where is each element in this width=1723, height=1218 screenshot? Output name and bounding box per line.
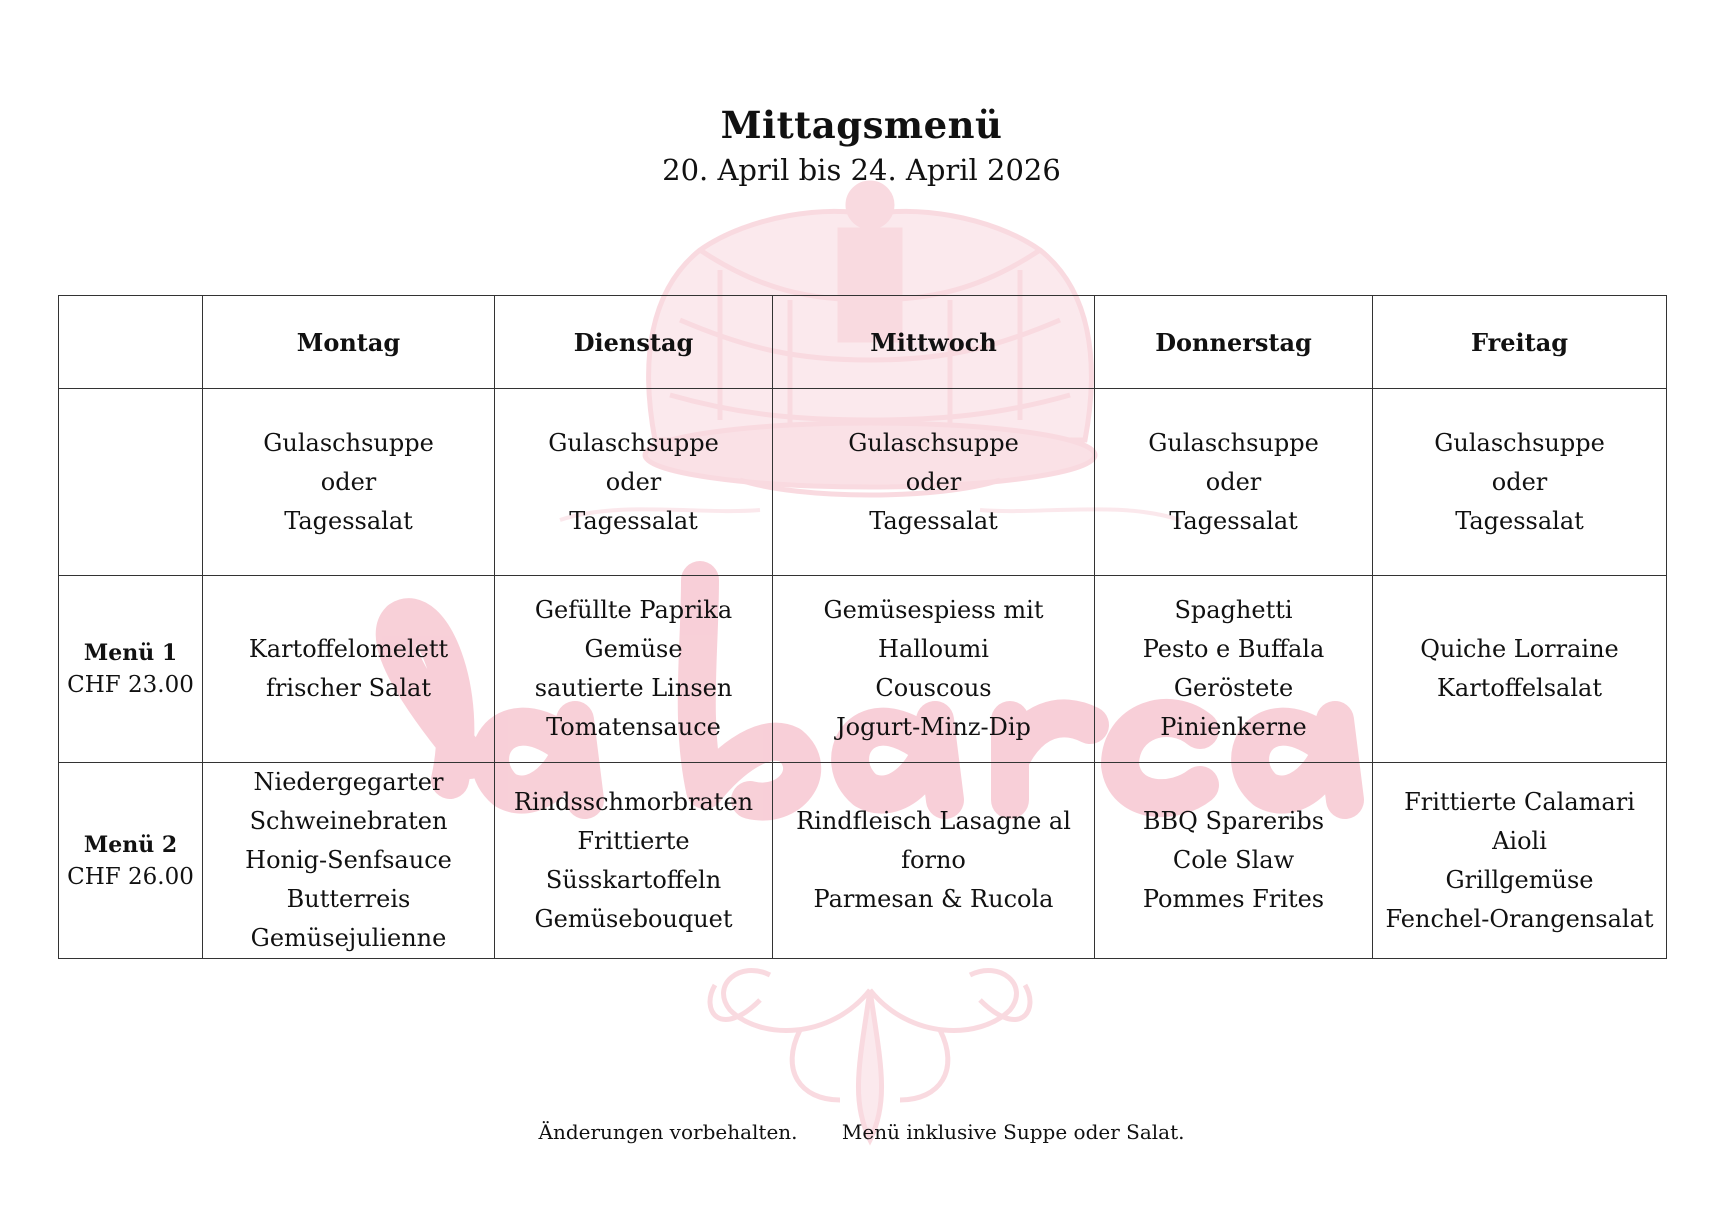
menu2-label-cell: [59, 763, 203, 959]
day-header-dienstag: Dienstag: [495, 296, 773, 389]
menu2-cell-montag: [203, 763, 495, 959]
dish-line: Gemüsebouquet: [534, 904, 733, 933]
menu2-name: Menü 2: [83, 831, 178, 858]
menu2-cell-mittwoch: [773, 763, 1095, 959]
dish-line: Parmesan & Rucola: [813, 885, 1054, 913]
dish-line: Tagessalat: [569, 506, 698, 535]
dish-line: BBQ Spareribs: [1142, 807, 1325, 835]
menu1-label-cell: [59, 576, 203, 763]
dish-line: oder: [905, 467, 962, 496]
footer-notes: [0, 1120, 1723, 1144]
starter-cell: [495, 389, 773, 576]
day-header-montag: Montag: [203, 296, 495, 389]
starter-row: [59, 389, 1667, 576]
dish-line: oder: [320, 467, 377, 496]
dish-line: Gulaschsuppe: [548, 428, 719, 457]
dish-line: Gulaschsuppe: [1434, 428, 1605, 457]
dish-line: oder: [1491, 467, 1548, 496]
dish-line: Tagessalat: [869, 506, 998, 535]
dish-line: Tagessalat: [1455, 506, 1584, 535]
menu2-cell-donnerstag: [1095, 763, 1373, 959]
menu2-cell-dienstag: [495, 763, 773, 959]
dish-line: Spaghetti: [1174, 596, 1293, 624]
dish-line: Niedergegarter: [253, 768, 444, 796]
dish-line: Kartoffelsalat: [1437, 674, 1602, 702]
dish-line: Kartoffelomelett: [248, 635, 449, 663]
dish-line: Honig-Senfsauce: [245, 846, 452, 874]
starter-cell: [203, 389, 495, 576]
dish-line: Tagessalat: [1169, 506, 1298, 535]
dish-line: Tomatensauce: [546, 713, 721, 741]
dish-line: Aioli: [1492, 826, 1547, 855]
dish-line: oder: [605, 467, 662, 496]
starter-cell: [1095, 389, 1373, 576]
dish-line: Quiche Lorraine: [1420, 635, 1619, 663]
menu1-cell-freitag: [1373, 576, 1667, 763]
day-header-freitag: Freitag: [1373, 296, 1667, 389]
dish-line: Pommes Frites: [1142, 885, 1325, 913]
dish-line: Cole Slaw: [1172, 846, 1295, 874]
dish-line: Pesto e Buffala: [1142, 635, 1325, 663]
menu2-row: [59, 763, 1667, 959]
starter-cell: [773, 389, 1095, 576]
menu1-cell-montag: [203, 576, 495, 763]
dish-line: Schweinebraten: [249, 807, 448, 835]
menu2-price: CHF 26.00: [67, 863, 194, 890]
menu1-cell-mittwoch: [773, 576, 1095, 763]
menu1-price: CHF 23.00: [67, 672, 194, 698]
day-header-donnerstag: Donnerstag: [1095, 296, 1373, 389]
starter-cell: [1373, 389, 1667, 576]
dish-line: Gulaschsuppe: [848, 428, 1019, 457]
menu2-cell-freitag: [1373, 763, 1667, 959]
weekly-menu-table: [58, 295, 1667, 959]
dish-line: Rindsschmorbraten: [513, 787, 754, 816]
dish-line: sautierte Linsen: [534, 674, 733, 702]
dish-line: Fenchel-Orangensalat: [1385, 904, 1654, 933]
footer-note-changes: Änderungen vorbehalten.: [538, 1120, 798, 1144]
dish-line: oder: [1205, 467, 1262, 496]
dish-line: Gemüse: [584, 635, 683, 663]
day-header-row: [59, 296, 1667, 389]
dish-line: Frittierte Calamari: [1404, 787, 1635, 816]
dish-line: frischer Salat: [266, 674, 431, 702]
dish-line: Gulaschsuppe: [1148, 428, 1319, 457]
dish-line: Couscous: [875, 674, 992, 702]
menu1-row: [59, 576, 1667, 763]
day-header-mittwoch: Mittwoch: [773, 296, 1095, 389]
dish-line: Gefüllte Paprika: [534, 596, 733, 624]
dish-line: Tagessalat: [284, 506, 413, 535]
menu1-cell-dienstag: [495, 576, 773, 763]
page-title: Mittagsmenü: [720, 103, 1003, 147]
dish-line: Frittierte Süsskartoffeln: [545, 826, 722, 894]
floral-ornament-icon: [710, 970, 1030, 1140]
dish-line: Rindfleisch Lasagne al forno: [796, 807, 1071, 874]
dish-line: Gulaschsuppe: [263, 428, 434, 457]
dish-line: Gemüsespiess mit Halloumi: [823, 596, 1044, 663]
footer-note-inclusive: Menü inklusive Suppe oder Salat.: [841, 1120, 1185, 1144]
dish-line: Gemüsejulienne: [250, 924, 447, 952]
menu1-cell-donnerstag: [1095, 576, 1373, 763]
dish-line: Grillgemüse: [1445, 865, 1594, 894]
date-range: 20. April bis 24. April 2026: [662, 152, 1061, 187]
starter-label-cell: [59, 389, 203, 576]
menu1-name: Menü 1: [83, 640, 178, 666]
dish-line: Jogurt-Minz-Dip: [836, 713, 1031, 741]
dish-line: Butterreis: [286, 885, 411, 913]
page-header: [0, 104, 1723, 187]
corner-cell: [59, 296, 203, 389]
dish-line: Geröstete Pinienkerne: [1160, 674, 1307, 741]
